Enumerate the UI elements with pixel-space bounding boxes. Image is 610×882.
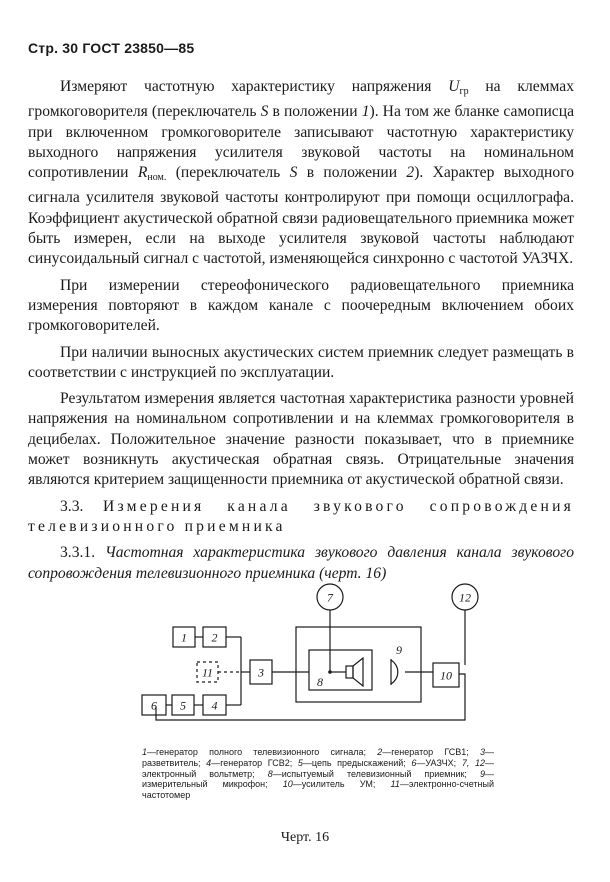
- speaker-cone: [353, 658, 363, 686]
- label-12: 12: [459, 590, 471, 605]
- section-3-3-heading: [28, 497, 574, 538]
- paragraph-4: Результатом измерения является частотная характеристика разности уровней напряжения на номинальном сопротивлении и на клеммах громкоговорителя в децибелах. Положительное значение разности показывает, что в приемнике может возникнуть акустическая обратная связь. Отрицательные значения являются критерием защищенности приемника от акустической обратной связи.: [28, 390, 574, 489]
- label-9: 9: [396, 643, 402, 657]
- paragraph-3: При наличии выносных акустических систем приемник следует размещать в соответствии с инструкцией по эксплуатации.: [28, 343, 574, 381]
- legend-text-4: —генератор ГСВ2;: [211, 757, 298, 768]
- page-header: Стр. 30 ГОСТ 23850—85: [28, 40, 195, 56]
- label-4: 4: [211, 698, 218, 713]
- paragraph-2: При измерении стереофонического радиовещательного приемника измерения повторяют в каждом канале с поочередным включением обоих громкоговорителей.: [28, 276, 574, 335]
- sub-nom: ном.: [147, 172, 167, 184]
- var-s-1: S: [260, 103, 269, 121]
- section-3-3-number: 3.3.: [60, 497, 84, 515]
- legend-text-11: —электронно-счетный частотомер: [142, 779, 495, 801]
- label-6: 6: [151, 698, 157, 713]
- feedback-line: [156, 674, 465, 720]
- label-11: 11: [201, 665, 214, 680]
- legend-num-10: 10: [282, 779, 293, 790]
- legend-text-9: —измерительный микрофон;: [142, 768, 494, 790]
- legend-text-8: —испытуемый телевизионный приемник;: [272, 768, 480, 779]
- legend-text-6: —УАЗЧХ;: [416, 757, 462, 768]
- label-2: 2: [211, 630, 218, 645]
- sub-gr: гр: [459, 86, 469, 97]
- block-diagram: [0, 570, 610, 740]
- p1-text-c: в положении: [268, 103, 362, 121]
- figure-legend: [142, 747, 494, 801]
- body-text: [28, 77, 574, 584]
- legend-text-10: —усилитель УМ;: [292, 779, 391, 790]
- p1-text-f: в положении: [297, 164, 407, 182]
- p1-text-e: (переключатель: [166, 164, 290, 182]
- legend-num-5: 5: [297, 757, 303, 768]
- legend-num-4: 4: [206, 757, 212, 768]
- legend-num-7-12: 7, 12: [461, 757, 485, 768]
- var-u: U: [448, 78, 460, 95]
- section-3-3-1-title: Частотная характеристика звукового давления канала звукового сопровождения телевизионного приемника (черт. 16): [28, 544, 574, 582]
- legend-text-3: —разветвитель;: [142, 747, 494, 768]
- legend-text-2: —генератор ГСВ1;: [382, 747, 480, 757]
- junction-dot: [328, 670, 332, 674]
- legend-text-5: —цепь предыскажений;: [302, 757, 412, 768]
- pos-2: 2: [406, 164, 415, 182]
- legend-num-3: 3: [479, 747, 485, 757]
- p1-text-d: ). На том же бланке самописца при включенном громкоговорителе записывают частотную характеристику выходного напряжения усилителя звуковой частоты на номинальном сопротивлении: [28, 103, 574, 182]
- var-r: R: [137, 164, 148, 182]
- p1-text-g: ). Характер выходного сигнала усилителя звуковой частоты контролируют при помощи осциллографа. Коэффициент акустической обратной связи радиовещательного приемника может быть измерен, если на выходе усилителя звуковой частоты наблюдают синусоидальный сигнал с частотой, изменяющейся синхронно с частотой УАЗЧХ.: [28, 164, 574, 268]
- label-1: 1: [181, 630, 187, 645]
- p1-text-a: Измеряют частотную характеристику напряжения: [60, 78, 449, 95]
- legend-num-2: 2: [377, 747, 383, 757]
- var-s-2: S: [289, 164, 298, 182]
- paragraph-1: [28, 77, 574, 270]
- legend-num-11: 11: [390, 779, 400, 790]
- legend-num-1: 1: [142, 747, 148, 757]
- pos-1: 1: [361, 103, 370, 121]
- section-3-3-title: Измерения канала звукового сопровождения телевизионного приемника: [28, 497, 574, 535]
- legend-text-1: —генератор полного телевизионного сигнала;: [147, 747, 378, 757]
- legend-num-8: 8: [267, 768, 273, 779]
- receiver-frame: [296, 627, 421, 702]
- figure-title: Черт. 16: [280, 830, 330, 845]
- mic-arc: [391, 660, 398, 684]
- label-10: 10: [440, 668, 452, 683]
- speaker-body: [346, 666, 353, 678]
- legend-num-9: 9: [479, 768, 485, 779]
- label-3: 3: [258, 665, 264, 680]
- p1-text-b: на клеммах громкоговорителя (переключатель: [28, 78, 574, 121]
- legend-text-7-12: —электронный вольтметр;: [142, 757, 494, 779]
- label-5: 5: [180, 698, 186, 713]
- label-7: 7: [327, 590, 333, 605]
- label-8: 8: [317, 675, 323, 689]
- legend-num-6: 6: [411, 757, 417, 768]
- section-3-3-1-number: 3.3.1.: [60, 544, 96, 562]
